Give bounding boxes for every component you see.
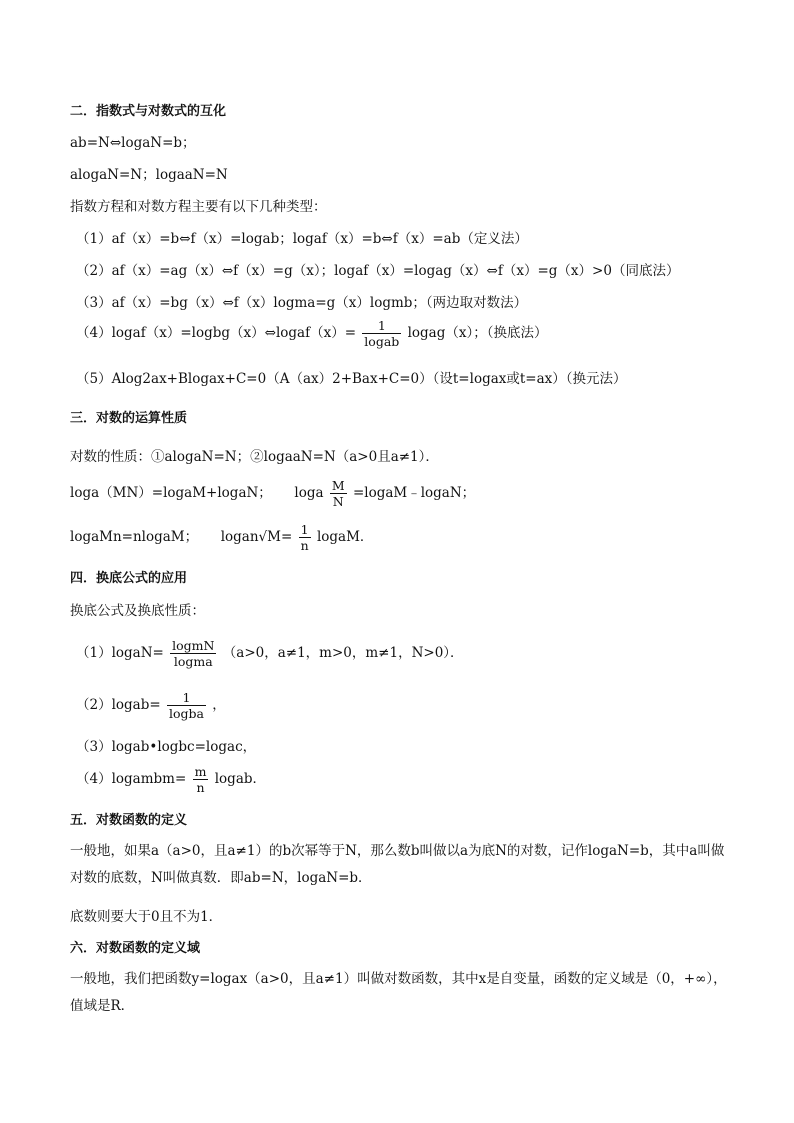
formula-4-left: （4）logambm= (76, 771, 187, 787)
quotient-numerator: M (331, 478, 345, 493)
formula-1-denominator: logma (173, 654, 213, 669)
root-rule-fraction (299, 522, 311, 553)
quotient-rule-left: loga (294, 485, 324, 501)
power-rule: logaMn=nlogaM； (70, 529, 199, 545)
exp-log-equivalence: ab=N⇔logaN=b； (70, 135, 196, 151)
change-base-formula-1 (76, 638, 464, 669)
type-3-take-log-method: （3）af（x）=bg（x）⇔f（x）logma=g（x）logmb；（两边取对数法） (76, 295, 528, 311)
quotient-rule-right: =logaM﹣logaN； (352, 485, 476, 501)
formula-4-right: logab． (214, 771, 267, 787)
type-1-definition-method: （1）af（x）=b⇔f（x）=logab；logaf（x）=b⇔f（x）=ab（定义法） (76, 231, 528, 247)
change-base-formula-3: （3）logab•logbc=logac， (76, 739, 257, 755)
formula-1-left: （1）logaN= (76, 645, 164, 661)
formula-2-fraction (167, 690, 206, 721)
formula-2-denominator: logba (168, 706, 204, 721)
product-rule: loga（MN）=logaM+logaN； (70, 485, 272, 501)
section-2-heading: 二．指数式与对数式的互化 (70, 104, 227, 119)
product-quotient-rules (70, 478, 475, 509)
section-3-heading: 三．对数的运算性质 (70, 411, 188, 426)
type-4-fraction (362, 318, 401, 349)
formula-4-denominator: n (196, 780, 205, 795)
root-rule-left: logan√M= (220, 529, 293, 545)
log-function-domain-paragraph: 一般地，我们把函数y=logax（a>0，且a≠1）叫做对数函数，其中x是自变量，函数的定义域是（0，+∞），值域是R． (70, 971, 727, 1014)
formula-4-fraction (193, 764, 209, 795)
type-4-denominator: logab (364, 334, 400, 349)
section-5-heading: 五．对数函数的定义 (70, 813, 188, 828)
type-5-substitution-method: （5）Alog2ax+Blogax+C=0（A（ax）2+Bax+C=0）（设t=logax或t=ax）（换元法） (76, 371, 627, 387)
change-base-formula-2 (76, 690, 226, 721)
formula-1-fraction (170, 638, 216, 669)
formula-1-numerator: logmN (172, 638, 215, 653)
root-numerator: 1 (299, 522, 311, 538)
change-base-intro: 换底公式及换底性质： (70, 603, 205, 619)
root-denominator: n (300, 538, 309, 553)
quotient-denominator: N (332, 494, 344, 509)
formula-1-right: （a>0，a≠1，m>0，m≠1，N>0）． (222, 645, 464, 661)
formula-2-right: ， (212, 697, 226, 713)
type-2-same-base-method: （2）af（x）=ag（x）⇔f（x）=g（x）；logaf（x）=logag（x）⇔f（x）=g（x）>0（同底法） (76, 263, 680, 279)
equation-types-intro: 指数方程和对数方程主要有以下几种类型： (70, 199, 327, 215)
section-6-heading: 六．对数函数的定义域 (70, 941, 201, 956)
change-base-formula-4 (76, 764, 266, 795)
type-4-change-base-method (76, 318, 547, 349)
log-definition-paragraph: 一般地，如果a（a>0，且a≠1）的b次幂等于N，那么数b叫做以a为底N的对数，记作logaN=b，其中a叫做对数的底数，N叫做真数．即ab=N，logaN=b． (70, 843, 725, 886)
root-rule-right: logaM． (316, 529, 374, 545)
quotient-rule-fraction (330, 478, 347, 509)
type-4-numerator: 1 (362, 318, 401, 334)
log-identity: alogaN=N；logaaN=N (70, 167, 228, 183)
power-root-rules (70, 522, 373, 553)
formula-4-numerator: m (194, 764, 207, 779)
section-4-heading: 四．换底公式的应用 (70, 571, 188, 586)
base-condition-note: 底数则要大于0且不为1． (70, 909, 223, 925)
formula-2-left: （2）logab= (76, 697, 161, 713)
log-properties: 对数的性质：①alogaN=N；②logaaN=N（a>0且a≠1）． (70, 449, 439, 465)
type-4-right: logag（x）；（换底法） (407, 325, 548, 341)
formula-2-numerator: 1 (167, 690, 206, 706)
type-4-left: （4）logaf（x）=logbg（x）⇔logaf（x）= (76, 325, 356, 341)
